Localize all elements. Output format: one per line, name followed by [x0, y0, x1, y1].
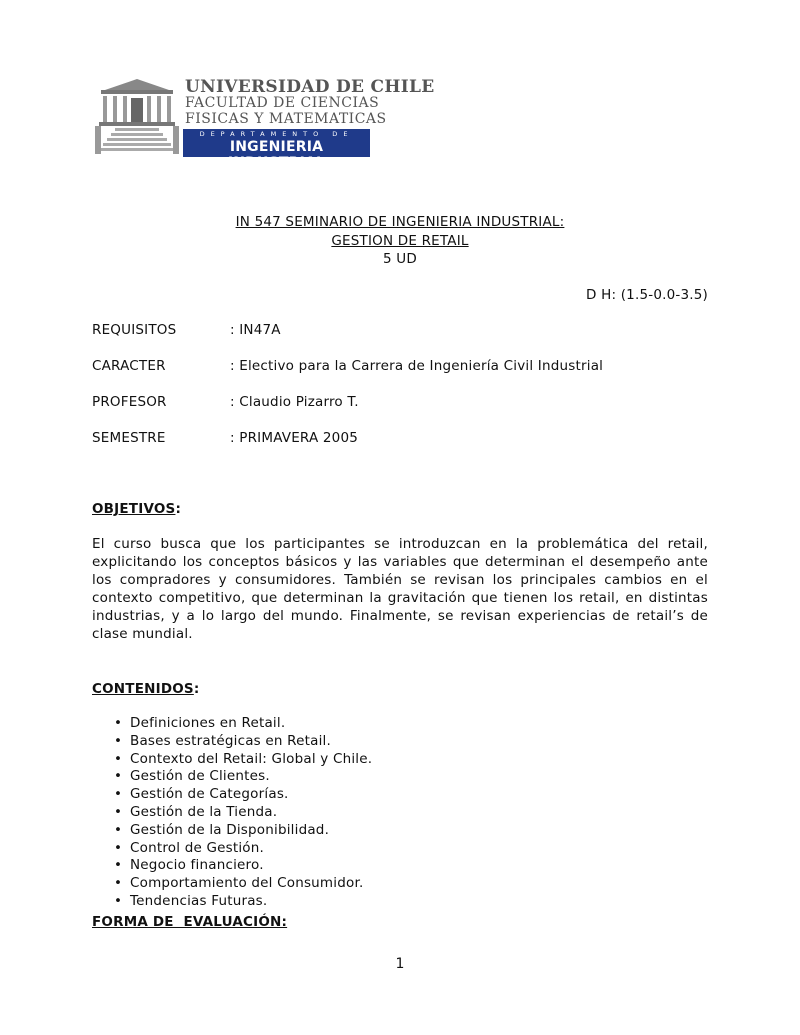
- field-value-requisitos: : IN47A: [230, 322, 281, 338]
- course-title: [0, 214, 800, 230]
- list-item: • Comportamiento del Consumidor.: [92, 875, 372, 893]
- course-title-line2: GESTION DE RETAIL: [331, 233, 469, 249]
- logo-department-name: INGENIERIA INDUSTRIAL: [227, 139, 326, 171]
- logo-department-label: DEPARTAMENTO DE: [199, 130, 354, 138]
- field-label-requisitos: REQUISITOS: [92, 322, 177, 338]
- list-item: • Gestión de Clientes.: [92, 768, 372, 786]
- course-subtitle: [0, 233, 800, 249]
- field-label-caracter: CARACTER: [92, 358, 166, 374]
- contenidos-heading-text: CONTENIDOS: [92, 681, 194, 697]
- field-value-profesor: : Claudio Pizarro T.: [230, 394, 359, 410]
- list-item: • Control de Gestión.: [92, 840, 372, 858]
- logo-university-name: UNIVERSIDAD DE CHILE: [185, 77, 435, 97]
- evaluacion-heading-text: FORMA DE EVALUACIÓN:: [92, 914, 288, 930]
- course-units: 5 UD: [383, 251, 417, 267]
- contenidos-list: [92, 715, 372, 911]
- list-item: • Negocio financiero.: [92, 857, 372, 875]
- university-logo: [95, 76, 435, 171]
- course-title-line1: IN 547 SEMINARIO DE INGENIERIA INDUSTRIAL:: [235, 214, 565, 230]
- logo-faculty-line1: FACULTAD DE CIENCIAS: [185, 95, 380, 111]
- objetivos-paragraph: El curso busca que los participantes se introduzcan en la problemática del retail, explicitando los conceptos básicos y las variables que determinan el desempeño ante los compradores y consumidores. También se revisan los principales cambios en el contexto competitivo, que determinan la gravitación que tienen los retail, en distintas industrias, y a lo largo del mundo. Finalmente, se revisan experiencias de retail’s de clase mundial.: [92, 536, 708, 642]
- hours-distribution: D H: (1.5-0.0-3.5): [586, 287, 708, 303]
- list-item: • Gestión de Categorías.: [92, 786, 372, 804]
- list-item: • Tendencias Futuras.: [92, 893, 372, 911]
- list-item: • Definiciones en Retail.: [92, 715, 372, 733]
- list-item: • Gestión de la Tienda.: [92, 804, 372, 822]
- page-number: 1: [395, 956, 405, 972]
- list-item: • Contexto del Retail: Global y Chile.: [92, 751, 372, 769]
- logo-faculty-line2: FISICAS Y MATEMATICAS: [185, 111, 387, 127]
- logo-department-band: [183, 129, 370, 171]
- field-value-semestre: : PRIMAVERA 2005: [230, 430, 359, 446]
- contenidos-heading-colon: :: [193, 681, 200, 697]
- objetivos-heading-text: OBJETIVOS: [92, 501, 176, 517]
- objetivos-heading-colon: :: [175, 501, 182, 517]
- list-item: • Bases estratégicas en Retail.: [92, 733, 372, 751]
- field-label-semestre: SEMESTRE: [92, 430, 166, 446]
- objetivos-heading: [92, 501, 181, 517]
- evaluacion-heading: [92, 914, 287, 930]
- list-item: • Gestión de la Disponibilidad.: [92, 822, 372, 840]
- contenidos-heading: [92, 681, 199, 697]
- field-label-profesor: PROFESOR: [92, 394, 167, 410]
- field-value-caracter: : Electivo para la Carrera de Ingeniería Civil Industrial: [230, 358, 604, 374]
- building-emblem-icon: [95, 76, 179, 156]
